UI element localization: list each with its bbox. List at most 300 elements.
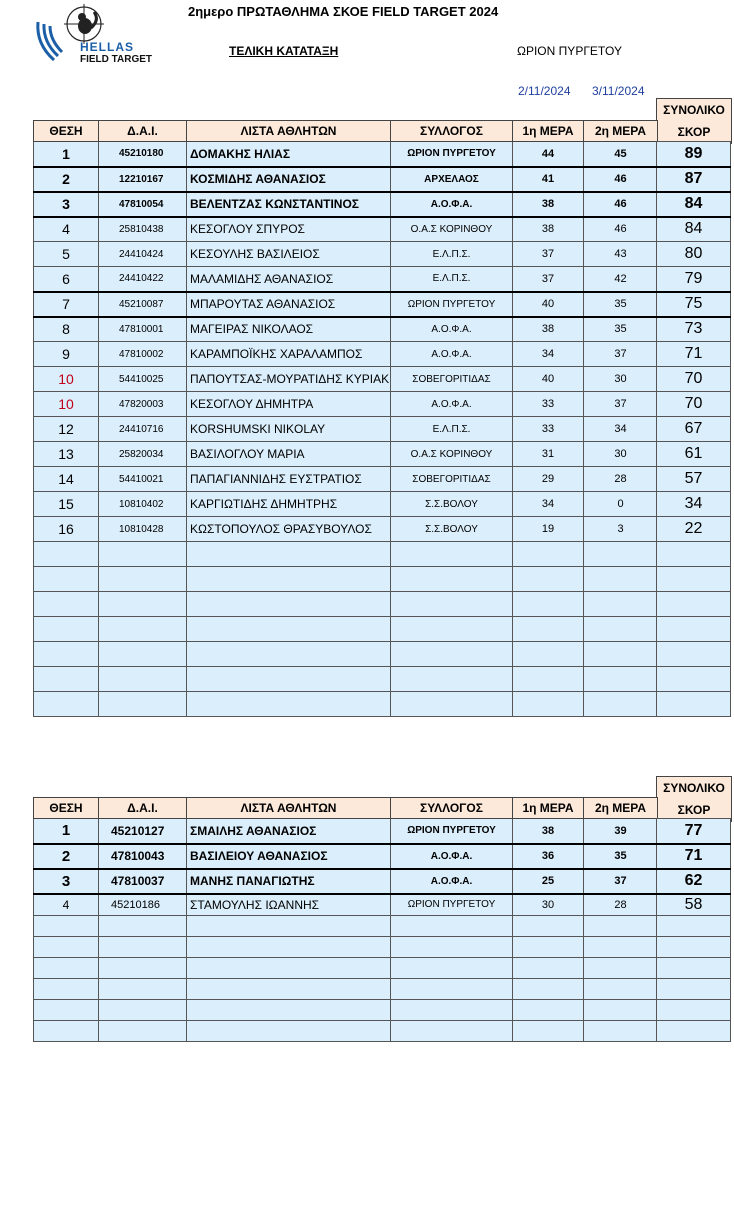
- day1-score-cell: 44: [513, 142, 584, 167]
- total-row: [657, 317, 731, 342]
- total-score-cell: 58: [657, 894, 731, 916]
- ranking-table-main: [33, 120, 658, 717]
- ranking-table-second: [33, 797, 658, 1042]
- empty-cell: [34, 667, 99, 692]
- total-row: [657, 819, 731, 844]
- logo-text-field-target: FIELD TARGET: [80, 54, 153, 65]
- empty-cell: [657, 542, 731, 567]
- club-cell: Α.Ο.Φ.Α.: [391, 844, 513, 869]
- club-cell: Σ.Σ.ΒΟΛΟΥ: [391, 517, 513, 542]
- total-row: [657, 167, 731, 192]
- athlete-name-cell: ΚΟΣΜΙΔΗΣ ΑΘΑΝΑΣΙΟΣ: [187, 167, 391, 192]
- dai-cell: 45210186: [99, 894, 187, 916]
- club-cell: Ε.Λ.Π.Σ.: [391, 417, 513, 442]
- empty-cell: [391, 642, 513, 667]
- athlete-name-cell: ΚΑΡΑΜΠΟΪΚΗΣ ΧΑΡΑΛΑΜΠΟΣ: [187, 342, 391, 367]
- total-row: [657, 367, 731, 392]
- total-score-cell: 80: [657, 242, 731, 267]
- empty-cell: [391, 1021, 513, 1042]
- dai-cell: 25810438: [99, 217, 187, 242]
- day2-score-cell: 0: [584, 492, 658, 517]
- empty-cell: [584, 937, 658, 958]
- table-row: [34, 417, 658, 442]
- club-cell: Α.Ο.Φ.Α.: [391, 869, 513, 894]
- dai-cell: 54410021: [99, 467, 187, 492]
- total-score-cell: 70: [657, 392, 731, 417]
- empty-cell: [584, 592, 658, 617]
- col-header-club-2: ΣΥΛΛΟΓΟΣ: [391, 798, 513, 819]
- empty-cell: [187, 1000, 391, 1021]
- total-row: [657, 192, 731, 217]
- day2-score-cell: 35: [584, 292, 658, 317]
- total-row: [657, 292, 731, 317]
- athlete-name-cell: ΒΑΣΙΛΟΓΛΟΥ ΜΑΡΙΑ: [187, 442, 391, 467]
- empty-cell: [99, 542, 187, 567]
- empty-cell: [391, 567, 513, 592]
- dai-cell: 47810002: [99, 342, 187, 367]
- athlete-name-cell: ΚΕΣΟΓΛΟΥ ΣΠΥΡΟΣ: [187, 217, 391, 242]
- table-row: [34, 894, 658, 916]
- dai-cell: 45210087: [99, 292, 187, 317]
- empty-row: [657, 1000, 731, 1021]
- host-club: ΩΡΙΟΝ ΠΥΡΓΕΤΟΥ: [517, 44, 622, 58]
- total-score-cell: 22: [657, 517, 731, 542]
- total-row: [657, 894, 731, 916]
- athlete-name-cell: ΠΑΠΑΓΙΑΝΝΙΔΗΣ ΕΥΣΤΡΑΤΙΟΣ: [187, 467, 391, 492]
- empty-row: [34, 958, 658, 979]
- empty-cell: [657, 916, 731, 937]
- empty-cell: [584, 979, 658, 1000]
- total-score-cell: 89: [657, 142, 731, 167]
- empty-cell: [187, 979, 391, 1000]
- empty-cell: [99, 916, 187, 937]
- empty-cell: [513, 958, 584, 979]
- total-row: [657, 492, 731, 517]
- empty-cell: [99, 937, 187, 958]
- day1-score-cell: 30: [513, 894, 584, 916]
- day1-score-cell: 29: [513, 467, 584, 492]
- day1-score-cell: 33: [513, 417, 584, 442]
- total-row: [657, 844, 731, 869]
- empty-cell: [657, 1000, 731, 1021]
- empty-row: [657, 958, 731, 979]
- empty-cell: [187, 937, 391, 958]
- document-title: 2ημερο ΠΡΩΤΑΘΛΗΜΑ ΣΚΟΕ FIELD TARGET 2024: [188, 4, 499, 19]
- athlete-name-cell: ΔΟΜΑΚΗΣ ΗΛΙΑΣ: [187, 142, 391, 167]
- day2-score-cell: 37: [584, 392, 658, 417]
- dai-cell: 10810428: [99, 517, 187, 542]
- col-header-position: ΘΕΣΗ: [34, 121, 99, 142]
- dai-cell: 12210167: [99, 167, 187, 192]
- table-row: [34, 167, 658, 192]
- total-score-cell: 67: [657, 417, 731, 442]
- col-header-day2-2: 2η ΜΕΡΑ: [584, 798, 658, 819]
- day1-score-cell: 34: [513, 342, 584, 367]
- dai-cell: 24410424: [99, 242, 187, 267]
- position-cell: 12: [34, 417, 99, 442]
- day2-score-cell: 42: [584, 267, 658, 292]
- empty-cell: [99, 567, 187, 592]
- position-cell: 9: [34, 342, 99, 367]
- total-score-header-line1: ΣΥΝΟΛΙΚΟ: [663, 103, 725, 117]
- empty-row: [657, 542, 731, 567]
- club-cell: Ο.Α.Σ ΚΟΡΙΝΘΟΥ: [391, 442, 513, 467]
- club-cell: ΣΟΒΕΓΟΡΙΤΙΔΑΣ: [391, 367, 513, 392]
- table-row: [34, 517, 658, 542]
- club-cell: Ο.Α.Σ ΚΟΡΙΝΘΟΥ: [391, 217, 513, 242]
- empty-row: [34, 937, 658, 958]
- total-score-cell: 62: [657, 869, 731, 894]
- ranking-table-second-totals: [656, 818, 731, 1042]
- athlete-name-cell: ΚΕΣΟΥΛΗΣ ΒΑΣΙΛΕΙΟΣ: [187, 242, 391, 267]
- empty-cell: [34, 542, 99, 567]
- dai-cell: 47820003: [99, 392, 187, 417]
- empty-row: [34, 1000, 658, 1021]
- total-score-cell: 75: [657, 292, 731, 317]
- empty-cell: [187, 592, 391, 617]
- empty-cell: [34, 617, 99, 642]
- empty-cell: [584, 642, 658, 667]
- club-cell: ΩΡΙΟΝ ΠΥΡΓΕΤΟΥ: [391, 894, 513, 916]
- day1-score-cell: 41: [513, 167, 584, 192]
- day1-score-cell: 36: [513, 844, 584, 869]
- day1-score-cell: 19: [513, 517, 584, 542]
- empty-cell: [187, 567, 391, 592]
- table-row: [34, 492, 658, 517]
- total-score-header-line1-2: ΣΥΝΟΛΙΚΟ: [663, 781, 725, 795]
- club-cell: Α.Ο.Φ.Α.: [391, 342, 513, 367]
- empty-cell: [513, 979, 584, 1000]
- dai-cell: 45210180: [99, 142, 187, 167]
- dai-cell: 54410025: [99, 367, 187, 392]
- table-row: [34, 367, 658, 392]
- empty-cell: [584, 617, 658, 642]
- position-cell: 10: [34, 367, 99, 392]
- empty-cell: [34, 937, 99, 958]
- day1-score-cell: 33: [513, 392, 584, 417]
- empty-cell: [657, 667, 731, 692]
- day1-score-cell: 38: [513, 192, 584, 217]
- day1-score-cell: 34: [513, 492, 584, 517]
- club-cell: Α.Ο.Φ.Α.: [391, 317, 513, 342]
- total-row: [657, 142, 731, 167]
- position-cell: 3: [34, 869, 99, 894]
- dai-cell: 47810054: [99, 192, 187, 217]
- athlete-name-cell: ΚΩΣΤΟΠΟΥΛΟΣ ΘΡΑΣΥΒΟΥΛΟΣ: [187, 517, 391, 542]
- day2-score-cell: 30: [584, 442, 658, 467]
- total-row: [657, 517, 731, 542]
- empty-row: [657, 667, 731, 692]
- total-row: [657, 217, 731, 242]
- empty-cell: [99, 667, 187, 692]
- club-cell: ΩΡΙΟΝ ΠΥΡΓΕΤΟΥ: [391, 819, 513, 844]
- club-cell: ΑΡΧΕΛΑΟΣ: [391, 167, 513, 192]
- total-row: [657, 442, 731, 467]
- position-cell: 3: [34, 192, 99, 217]
- total-score-cell: 34: [657, 492, 731, 517]
- position-cell: 15: [34, 492, 99, 517]
- dai-cell: 24410422: [99, 267, 187, 292]
- day2-score-cell: 3: [584, 517, 658, 542]
- athlete-name-cell: KORSHUMSKI NIKOLAY: [187, 417, 391, 442]
- document-subtitle: ΤΕΛΙΚΗ ΚΑΤΑΤΑΞΗ: [229, 44, 339, 58]
- day1-score-cell: 31: [513, 442, 584, 467]
- day2-score-cell: 37: [584, 869, 658, 894]
- total-row: [657, 467, 731, 492]
- athlete-name-cell: ΠΑΠΟΥΤΣΑΣ-ΜΟΥΡΑΤΙΔΗΣ ΚΥΡΙΑΚ: [187, 367, 391, 392]
- empty-cell: [513, 692, 584, 717]
- empty-cell: [584, 567, 658, 592]
- date-day-2: 3/11/2024: [592, 84, 645, 98]
- club-cell: Ε.Λ.Π.Σ.: [391, 242, 513, 267]
- position-cell: 13: [34, 442, 99, 467]
- day1-score-cell: 38: [513, 819, 584, 844]
- empty-cell: [584, 542, 658, 567]
- empty-cell: [513, 567, 584, 592]
- empty-cell: [584, 958, 658, 979]
- athlete-name-cell: ΒΑΣΙΛΕΙΟΥ ΑΘΑΝΑΣΙΟΣ: [187, 844, 391, 869]
- empty-cell: [657, 937, 731, 958]
- empty-cell: [99, 617, 187, 642]
- table-row: [34, 442, 658, 467]
- empty-cell: [391, 979, 513, 1000]
- empty-cell: [187, 617, 391, 642]
- day2-score-cell: 46: [584, 192, 658, 217]
- col-header-dai: Δ.Α.Ι.: [99, 121, 187, 142]
- col-header-position-2: ΘΕΣΗ: [34, 798, 99, 819]
- empty-cell: [657, 592, 731, 617]
- position-cell: 4: [34, 894, 99, 916]
- empty-row: [34, 592, 658, 617]
- position-cell: 4: [34, 217, 99, 242]
- athlete-name-cell: ΜΑΓΕΙΡΑΣ ΝΙΚΟΛΑΟΣ: [187, 317, 391, 342]
- empty-cell: [513, 916, 584, 937]
- athlete-name-cell: ΚΕΣΟΓΛΟΥ ΔΗΜΗΤΡΑ: [187, 392, 391, 417]
- empty-cell: [513, 617, 584, 642]
- empty-cell: [391, 617, 513, 642]
- empty-row: [34, 542, 658, 567]
- athlete-name-cell: ΜΑΛΑΜΙΔΗΣ ΑΘΑΝΑΣΙΟΣ: [187, 267, 391, 292]
- empty-row: [34, 979, 658, 1000]
- empty-cell: [187, 1021, 391, 1042]
- empty-row: [34, 1021, 658, 1042]
- empty-cell: [391, 937, 513, 958]
- table-row: [34, 869, 658, 894]
- empty-row: [34, 916, 658, 937]
- position-cell: 2: [34, 844, 99, 869]
- empty-cell: [513, 642, 584, 667]
- empty-cell: [187, 692, 391, 717]
- empty-cell: [657, 1021, 731, 1042]
- empty-cell: [584, 692, 658, 717]
- position-cell: 6: [34, 267, 99, 292]
- empty-cell: [657, 979, 731, 1000]
- empty-cell: [391, 916, 513, 937]
- empty-cell: [513, 937, 584, 958]
- total-score-header-top-2: [656, 776, 732, 822]
- empty-cell: [99, 642, 187, 667]
- empty-row: [34, 692, 658, 717]
- empty-cell: [513, 542, 584, 567]
- day1-score-cell: 25: [513, 869, 584, 894]
- total-score-cell: 77: [657, 819, 731, 844]
- empty-cell: [391, 667, 513, 692]
- empty-cell: [99, 958, 187, 979]
- empty-cell: [34, 1000, 99, 1021]
- day2-score-cell: 35: [584, 317, 658, 342]
- col-header-day1: 1η ΜΕΡΑ: [513, 121, 584, 142]
- day2-score-cell: 46: [584, 217, 658, 242]
- club-cell: Σ.Σ.ΒΟΛΟΥ: [391, 492, 513, 517]
- empty-cell: [657, 958, 731, 979]
- athlete-name-cell: ΜΠΑΡΟΥΤΑΣ ΑΘΑΝΑΣΙΟΣ: [187, 292, 391, 317]
- position-cell: 8: [34, 317, 99, 342]
- empty-row: [657, 592, 731, 617]
- empty-cell: [657, 692, 731, 717]
- empty-cell: [34, 1021, 99, 1042]
- total-row: [657, 242, 731, 267]
- empty-row: [657, 642, 731, 667]
- day1-score-cell: 37: [513, 267, 584, 292]
- empty-cell: [187, 642, 391, 667]
- total-score-header-line2: ΣΚΟΡ: [677, 125, 711, 139]
- empty-row: [657, 979, 731, 1000]
- table-row: [34, 844, 658, 869]
- col-header-athletes: ΛΙΣΤΑ ΑΘΛΗΤΩΝ: [187, 121, 391, 142]
- empty-cell: [99, 1000, 187, 1021]
- col-header-club: ΣΥΛΛΟΓΟΣ: [391, 121, 513, 142]
- day1-score-cell: 40: [513, 367, 584, 392]
- day1-score-cell: 37: [513, 242, 584, 267]
- total-score-cell: 71: [657, 342, 731, 367]
- position-cell: 7: [34, 292, 99, 317]
- empty-cell: [657, 642, 731, 667]
- empty-cell: [187, 542, 391, 567]
- total-score-cell: 79: [657, 267, 731, 292]
- table-row: [34, 317, 658, 342]
- club-cell: Ε.Λ.Π.Σ.: [391, 267, 513, 292]
- total-score-cell: 70: [657, 367, 731, 392]
- empty-cell: [187, 667, 391, 692]
- table-row: [34, 342, 658, 367]
- empty-row: [34, 617, 658, 642]
- table-row: [34, 392, 658, 417]
- day2-score-cell: 28: [584, 894, 658, 916]
- empty-cell: [34, 642, 99, 667]
- empty-cell: [584, 667, 658, 692]
- empty-row: [657, 692, 731, 717]
- empty-cell: [513, 667, 584, 692]
- total-score-cell: 84: [657, 217, 731, 242]
- total-row: [657, 417, 731, 442]
- dai-cell: 24410716: [99, 417, 187, 442]
- empty-cell: [34, 958, 99, 979]
- athlete-name-cell: ΣΤΑΜΟΥΛΗΣ ΙΩΑΝΝΗΣ: [187, 894, 391, 916]
- total-score-cell: 57: [657, 467, 731, 492]
- total-score-header-line2-2: ΣΚΟΡ: [677, 803, 711, 817]
- empty-cell: [584, 1000, 658, 1021]
- total-score-cell: 87: [657, 167, 731, 192]
- club-cell: Α.Ο.Φ.Α.: [391, 392, 513, 417]
- empty-cell: [391, 542, 513, 567]
- empty-row: [34, 667, 658, 692]
- athlete-name-cell: ΣΜΑΙΛΗΣ ΑΘΑΝΑΣΙΟΣ: [187, 819, 391, 844]
- dai-cell: 10810402: [99, 492, 187, 517]
- empty-cell: [99, 979, 187, 1000]
- total-score-cell: 61: [657, 442, 731, 467]
- empty-row: [657, 916, 731, 937]
- table-row: [34, 217, 658, 242]
- dai-cell: 47810043: [99, 844, 187, 869]
- day2-score-cell: 30: [584, 367, 658, 392]
- empty-cell: [391, 958, 513, 979]
- day1-score-cell: 38: [513, 317, 584, 342]
- table-row: [34, 192, 658, 217]
- empty-cell: [99, 1021, 187, 1042]
- club-cell: ΩΡΙΟΝ ΠΥΡΓΕΤΟΥ: [391, 142, 513, 167]
- empty-row: [34, 567, 658, 592]
- athlete-name-cell: ΚΑΡΓΙΩΤΙΔΗΣ ΔΗΜΗΤΡΗΣ: [187, 492, 391, 517]
- col-header-dai-2: Δ.Α.Ι.: [99, 798, 187, 819]
- table-row: [34, 142, 658, 167]
- dai-cell: 45210127: [99, 819, 187, 844]
- table-row: [34, 267, 658, 292]
- club-cell: ΣΟΒΕΓΟΡΙΤΙΔΑΣ: [391, 467, 513, 492]
- dai-cell: 25820034: [99, 442, 187, 467]
- empty-row: [34, 642, 658, 667]
- day2-score-cell: 28: [584, 467, 658, 492]
- empty-cell: [513, 592, 584, 617]
- day2-score-cell: 34: [584, 417, 658, 442]
- day1-score-cell: 38: [513, 217, 584, 242]
- empty-cell: [34, 592, 99, 617]
- total-score-cell: 73: [657, 317, 731, 342]
- position-cell: 1: [34, 819, 99, 844]
- total-row: [657, 392, 731, 417]
- athlete-name-cell: ΒΕΛΕΝΤΖΑΣ ΚΩΝΣΤΑΝΤΙΝΟΣ: [187, 192, 391, 217]
- empty-cell: [584, 916, 658, 937]
- total-score-header-top: [656, 98, 732, 144]
- empty-cell: [391, 692, 513, 717]
- table-row: [34, 467, 658, 492]
- position-cell: 5: [34, 242, 99, 267]
- club-cell: Α.Ο.Φ.Α.: [391, 192, 513, 217]
- empty-row: [657, 617, 731, 642]
- total-row: [657, 342, 731, 367]
- empty-cell: [99, 592, 187, 617]
- ranking-table-main-totals: [656, 141, 731, 717]
- empty-row: [657, 1021, 731, 1042]
- empty-cell: [657, 567, 731, 592]
- table-row: [34, 242, 658, 267]
- empty-cell: [584, 1021, 658, 1042]
- col-header-day2: 2η ΜΕΡΑ: [584, 121, 658, 142]
- position-cell: 1: [34, 142, 99, 167]
- date-day-1: 2/11/2024: [518, 84, 571, 98]
- day2-score-cell: 46: [584, 167, 658, 192]
- empty-cell: [187, 916, 391, 937]
- position-cell: 14: [34, 467, 99, 492]
- dai-cell: 47810037: [99, 869, 187, 894]
- logo-text-hellas: HELLAS: [80, 40, 134, 54]
- total-row: [657, 869, 731, 894]
- empty-cell: [391, 592, 513, 617]
- empty-cell: [187, 958, 391, 979]
- position-cell: 2: [34, 167, 99, 192]
- total-score-cell: 84: [657, 192, 731, 217]
- empty-cell: [391, 1000, 513, 1021]
- day2-score-cell: 43: [584, 242, 658, 267]
